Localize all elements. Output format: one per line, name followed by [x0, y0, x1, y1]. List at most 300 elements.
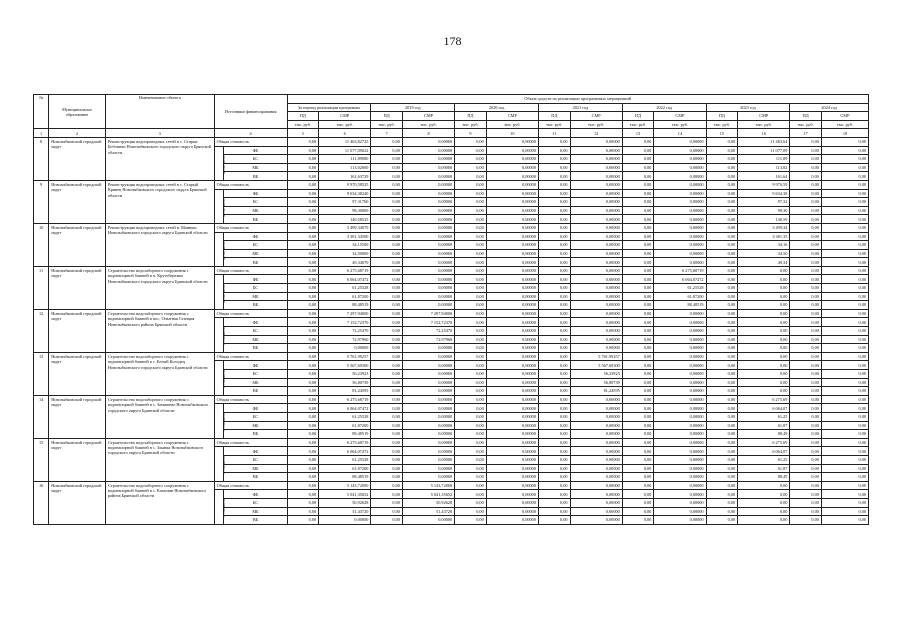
- value-cell: 0,00000: [486, 464, 538, 473]
- value-cell: 0,00: [538, 516, 570, 525]
- value-cell: 0,00: [455, 490, 487, 499]
- value-cell: 0,00: [538, 198, 570, 207]
- value-cell: 0,00: [706, 318, 738, 327]
- value-cell: 0,00000: [570, 146, 622, 155]
- value-cell: 0,00: [622, 370, 654, 379]
- header-smr: СМР: [570, 112, 622, 121]
- value-cell: 0,00000: [486, 352, 538, 361]
- column-number: 6: [319, 129, 371, 138]
- value-cell: 0,00: [538, 180, 570, 189]
- value-cell: 97,32: [738, 198, 790, 207]
- value-cell: 0,00: [287, 464, 319, 473]
- value-cell: 6 064,07: [738, 447, 790, 456]
- value-cell: 0,00: [790, 301, 822, 310]
- value-cell: 81,24595: [319, 387, 371, 396]
- value-cell: 0,00000: [486, 335, 538, 344]
- value-cell: 0,00: [622, 318, 654, 327]
- source-code: ФБ: [224, 146, 287, 155]
- value-cell: 72,25470: [319, 327, 371, 336]
- value-cell: 0,00: [790, 223, 822, 232]
- value-cell: 61,25528: [319, 412, 371, 421]
- value-cell: 0,00000: [319, 516, 371, 525]
- value-cell: 0,00: [821, 516, 868, 525]
- value-cell: 0,00: [622, 198, 654, 207]
- value-cell: 0,00: [371, 430, 403, 439]
- value-cell: 0,00: [455, 292, 487, 301]
- value-cell: 0,00: [706, 327, 738, 336]
- row-object-name: Строительство водозаборного сооружения с водонапорной башней в с. Каташин Новозыбковского района Брянской области: [105, 481, 214, 524]
- value-cell: 61,87200: [319, 292, 371, 301]
- row-total-label: Общая стоимость: [214, 266, 287, 275]
- value-cell: 0,00: [790, 163, 822, 172]
- value-cell: 0,00: [371, 232, 403, 241]
- value-cell: 0,00: [538, 412, 570, 421]
- value-cell: 0,00: [738, 481, 790, 490]
- source-code: ВБ: [224, 172, 287, 181]
- value-cell: 0,00: [371, 404, 403, 413]
- value-cell: 0,00000: [654, 172, 706, 181]
- value-cell: 0,00: [790, 361, 822, 370]
- value-cell: 0,00: [538, 301, 570, 310]
- value-cell: 0,00: [371, 481, 403, 490]
- value-cell: 0,00: [738, 318, 790, 327]
- value-cell: 0,00: [287, 249, 319, 258]
- value-cell: 0,00: [287, 447, 319, 456]
- value-cell: 0,00000: [570, 284, 622, 293]
- table-row-total: [34, 481, 869, 490]
- value-cell: 0,00000: [486, 155, 538, 164]
- value-cell: 0,00000: [486, 241, 538, 250]
- value-cell: 0,00: [790, 387, 822, 396]
- value-cell: 0,00: [790, 507, 822, 516]
- header-unit: тыс. руб.: [455, 120, 487, 129]
- value-cell: 0,00000: [402, 223, 454, 232]
- row-total-label: Общая стоимость: [214, 438, 287, 447]
- value-cell: 0,00: [538, 344, 570, 353]
- header-unit: тыс. руб.: [821, 120, 868, 129]
- value-cell: 0,00000: [402, 378, 454, 387]
- value-cell: 0,00: [622, 395, 654, 404]
- value-cell: 0,00: [821, 232, 868, 241]
- source-code: ВБ: [224, 473, 287, 482]
- value-cell: 0,00: [790, 327, 822, 336]
- value-cell: 5 143,72000: [402, 481, 454, 490]
- column-number-row: [34, 129, 869, 138]
- value-cell: 0,00: [821, 464, 868, 473]
- value-cell: 0,00000: [570, 464, 622, 473]
- value-cell: 0,00: [622, 361, 654, 370]
- value-cell: 0,00000: [570, 421, 622, 430]
- value-cell: 0,00: [371, 258, 403, 267]
- value-cell: 0,00: [455, 473, 487, 482]
- value-cell: 0,00: [371, 378, 403, 387]
- value-cell: 0,00: [790, 309, 822, 318]
- value-cell: 0,00: [622, 189, 654, 198]
- source-code: МБ: [224, 378, 287, 387]
- value-cell: 0,00: [706, 137, 738, 146]
- value-cell: 0,00: [371, 455, 403, 464]
- row-number: 11: [34, 266, 49, 309]
- value-cell: 0,00: [821, 395, 868, 404]
- value-cell: 0,00: [538, 395, 570, 404]
- value-cell: 0,00: [790, 412, 822, 421]
- value-cell: 0,00000: [402, 155, 454, 164]
- value-cell: 0,00: [622, 249, 654, 258]
- value-cell: 0,00: [706, 447, 738, 456]
- row-total-label: Общая стоимость: [214, 309, 287, 318]
- value-cell: 0,00: [371, 241, 403, 250]
- value-cell: 161,64: [738, 172, 790, 181]
- value-cell: 0,00: [706, 292, 738, 301]
- value-cell: 88,48519: [319, 430, 371, 439]
- value-cell: 0,00000: [486, 473, 538, 482]
- value-cell: 0,00: [821, 241, 868, 250]
- value-cell: 0,00: [790, 473, 822, 482]
- value-cell: 0,00: [622, 430, 654, 439]
- value-cell: 0,00000: [570, 275, 622, 284]
- value-cell: 0,00: [371, 361, 403, 370]
- value-cell: 0,00: [287, 498, 319, 507]
- value-cell: 0,00000: [402, 137, 454, 146]
- source-code: МБ: [224, 335, 287, 344]
- value-cell: 0,00000: [486, 507, 538, 516]
- value-cell: 0,00: [287, 146, 319, 155]
- incl-label-cell: [214, 361, 224, 395]
- value-cell: 0,00000: [402, 275, 454, 284]
- value-cell: 0,00: [538, 172, 570, 181]
- value-cell: 0,00: [738, 378, 790, 387]
- value-cell: 0,00: [287, 455, 319, 464]
- value-cell: 0,00: [622, 275, 654, 284]
- value-cell: 0,00000: [570, 232, 622, 241]
- value-cell: 11 463,64: [738, 137, 790, 146]
- header-pd: ПД: [790, 112, 822, 121]
- value-cell: 0,00: [790, 421, 822, 430]
- source-code: БС: [224, 455, 287, 464]
- value-cell: 0,00: [821, 370, 868, 379]
- value-cell: 56,23923: [319, 370, 371, 379]
- value-cell: 0,00: [455, 180, 487, 189]
- value-cell: 98,30: [738, 206, 790, 215]
- value-cell: 0,00000: [402, 249, 454, 258]
- value-cell: 0,00000: [654, 189, 706, 198]
- value-cell: 6 064,07: [738, 404, 790, 413]
- row-object-name: Строительство водозаборного сооружения с водонапорной башней в с. Замишево Новозыбковского городского округа Брянской области: [105, 395, 214, 438]
- value-cell: 0,00000: [486, 215, 538, 224]
- value-cell: 61,25: [738, 455, 790, 464]
- value-cell: 0,00: [287, 172, 319, 181]
- value-cell: 0,00: [706, 430, 738, 439]
- value-cell: 0,00: [455, 464, 487, 473]
- header-period: За период реализации программы: [287, 103, 371, 112]
- value-cell: 72,97960: [402, 335, 454, 344]
- column-number: 5: [287, 129, 319, 138]
- value-cell: 0,00: [455, 352, 487, 361]
- value-cell: 0,00: [287, 507, 319, 516]
- source-code: МБ: [224, 163, 287, 172]
- value-cell: 0,00000: [654, 155, 706, 164]
- value-cell: 0,00: [287, 370, 319, 379]
- value-cell: 0,00: [455, 507, 487, 516]
- header-unit: тыс. руб.: [538, 120, 570, 129]
- value-cell: 0,00: [622, 387, 654, 396]
- value-cell: 0,00: [455, 430, 487, 439]
- header-object: Наименование объекта: [105, 95, 214, 129]
- value-cell: 0,00: [455, 421, 487, 430]
- value-cell: 0,00: [821, 292, 868, 301]
- source-code: МБ: [224, 507, 287, 516]
- value-cell: 0,00: [622, 137, 654, 146]
- header-unit: тыс. руб.: [654, 120, 706, 129]
- value-cell: 0,00: [821, 309, 868, 318]
- value-cell: 9 970,59: [738, 180, 790, 189]
- row-total-label: Общая стоимость: [214, 481, 287, 490]
- funding-table: [33, 94, 869, 525]
- value-cell: 0,00: [790, 438, 822, 447]
- value-cell: 0,00000: [570, 180, 622, 189]
- value-cell: 56,80739: [570, 378, 622, 387]
- value-cell: 0,00: [706, 146, 738, 155]
- value-cell: 0,00: [821, 146, 868, 155]
- value-cell: 0,00: [821, 335, 868, 344]
- value-cell: 0,00: [371, 335, 403, 344]
- header-sources: Источники финансирования: [214, 95, 287, 129]
- value-cell: 0,00: [790, 215, 822, 224]
- incl-label-cell: [214, 146, 224, 180]
- value-cell: 0,00: [455, 378, 487, 387]
- value-cell: 0,00: [622, 473, 654, 482]
- value-cell: 0,00000: [486, 172, 538, 181]
- value-cell: 0,00: [706, 498, 738, 507]
- value-cell: 0,00000: [654, 198, 706, 207]
- value-cell: 0,00: [622, 258, 654, 267]
- value-cell: 0,00: [622, 464, 654, 473]
- header-year: 2024 год: [790, 103, 869, 112]
- value-cell: 0,00: [738, 292, 790, 301]
- value-cell: 5 567,69300: [319, 361, 371, 370]
- value-cell: 7 297,94000: [319, 309, 371, 318]
- value-cell: 0,00: [371, 464, 403, 473]
- incl-label: в том числе:: [221, 283, 226, 303]
- value-cell: 0,00: [371, 275, 403, 284]
- value-cell: 0,00000: [486, 327, 538, 336]
- value-cell: 6 064,07472: [319, 275, 371, 284]
- value-cell: 0,00: [738, 327, 790, 336]
- value-cell: 0,00: [538, 137, 570, 146]
- value-cell: 0,00: [790, 155, 822, 164]
- value-cell: 3 381,35: [738, 232, 790, 241]
- value-cell: 0,00: [455, 241, 487, 250]
- value-cell: 11 463,82725: [319, 137, 371, 146]
- value-cell: 6 064,07472: [654, 275, 706, 284]
- value-cell: 0,00: [706, 378, 738, 387]
- value-cell: 0,00: [706, 301, 738, 310]
- value-cell: 0,00: [455, 309, 487, 318]
- row-municipality: Новозыбковский городской округ: [49, 481, 106, 524]
- header-unit: тыс. руб.: [790, 120, 822, 129]
- value-cell: 0,00: [706, 223, 738, 232]
- row-total-label: Общая стоимость: [214, 223, 287, 232]
- value-cell: 0,00: [371, 180, 403, 189]
- row-total-label: Общая стоимость: [214, 352, 287, 361]
- row-object-name: Строительство водозаборного сооружения с водонапорной башней в п. Крутобережье Новозыбковского городского округа Брянской области: [105, 266, 214, 309]
- value-cell: 0,00: [371, 249, 403, 258]
- column-number: 18: [821, 129, 868, 138]
- value-cell: 0,00000: [486, 516, 538, 525]
- value-cell: 0,00: [821, 344, 868, 353]
- value-cell: 0,00000: [402, 516, 454, 525]
- value-cell: 5 567,69300: [570, 361, 622, 370]
- value-cell: 0,00000: [654, 180, 706, 189]
- value-cell: 0,00000: [402, 284, 454, 293]
- value-cell: 98,30000: [319, 206, 371, 215]
- value-cell: 0,00: [738, 275, 790, 284]
- value-cell: 0,00000: [486, 180, 538, 189]
- header-pd: ПД: [287, 112, 319, 121]
- value-cell: 0,00: [538, 155, 570, 164]
- value-cell: 0,00000: [654, 258, 706, 267]
- header-year: 2023 год: [706, 103, 790, 112]
- value-cell: 0,00000: [654, 481, 706, 490]
- value-cell: 0,00: [821, 378, 868, 387]
- value-cell: 0,00: [738, 498, 790, 507]
- value-cell: 0,00: [371, 163, 403, 172]
- value-cell: 34,16: [738, 241, 790, 250]
- header-year: 2021 год: [538, 103, 622, 112]
- value-cell: 0,00000: [654, 318, 706, 327]
- source-code: ФБ: [224, 490, 287, 499]
- value-cell: 0,00: [622, 155, 654, 164]
- value-cell: 0,00: [622, 404, 654, 413]
- value-cell: 0,00: [790, 455, 822, 464]
- value-cell: 0,00: [538, 387, 570, 396]
- value-cell: 0,00: [455, 455, 487, 464]
- value-cell: 0,00: [821, 137, 868, 146]
- value-cell: 0,00: [790, 137, 822, 146]
- value-cell: 0,00: [287, 206, 319, 215]
- value-cell: 0,00000: [402, 189, 454, 198]
- value-cell: 0,00: [790, 266, 822, 275]
- value-cell: 0,00: [455, 284, 487, 293]
- value-cell: 0,00000: [486, 344, 538, 353]
- value-cell: 0,00: [821, 327, 868, 336]
- value-cell: 0,00000: [654, 327, 706, 336]
- value-cell: 0,00000: [654, 455, 706, 464]
- value-cell: 0,00: [287, 180, 319, 189]
- value-cell: 0,00: [287, 309, 319, 318]
- value-cell: 0,00000: [319, 344, 371, 353]
- value-cell: 0,00: [455, 266, 487, 275]
- value-cell: 0,00: [455, 155, 487, 164]
- value-cell: 0,00000: [570, 335, 622, 344]
- value-cell: 0,00: [538, 249, 570, 258]
- value-cell: 0,00: [790, 335, 822, 344]
- value-cell: 6 275,69: [738, 438, 790, 447]
- value-cell: 0,00000: [654, 412, 706, 421]
- column-number: 8: [402, 129, 454, 138]
- value-cell: 56,23923: [570, 370, 622, 379]
- row-number: 14: [34, 395, 49, 438]
- value-cell: 0,00: [738, 352, 790, 361]
- value-cell: 0,00: [706, 241, 738, 250]
- value-cell: 0,00: [287, 412, 319, 421]
- value-cell: 61,25: [738, 412, 790, 421]
- value-cell: 0,00: [455, 370, 487, 379]
- value-cell: 0,00: [622, 516, 654, 525]
- header-smr: СМР: [821, 112, 868, 121]
- column-number: 3: [105, 129, 214, 138]
- value-cell: 0,00000: [486, 421, 538, 430]
- table-row-total: [34, 137, 869, 146]
- value-cell: 0,00: [821, 223, 868, 232]
- value-cell: 61,25528: [319, 284, 371, 293]
- value-cell: 0,00000: [486, 370, 538, 379]
- value-cell: 0,00: [538, 215, 570, 224]
- value-cell: 0,00000: [570, 309, 622, 318]
- value-cell: 6 064,07472: [319, 447, 371, 456]
- column-number: 4: [214, 129, 287, 138]
- row-municipality: Новозыбковский городской округ: [49, 309, 106, 352]
- value-cell: 0,00: [371, 215, 403, 224]
- value-cell: 0,00: [821, 473, 868, 482]
- value-cell: 0,00: [455, 189, 487, 198]
- value-cell: 0,00: [538, 327, 570, 336]
- value-cell: 0,00: [371, 266, 403, 275]
- value-cell: 0,00: [706, 215, 738, 224]
- value-cell: 0,00: [287, 378, 319, 387]
- value-cell: 0,00: [622, 412, 654, 421]
- value-cell: 0,00000: [402, 232, 454, 241]
- value-cell: 61,87: [738, 421, 790, 430]
- value-cell: 0,00: [821, 275, 868, 284]
- value-cell: 0,00000: [486, 318, 538, 327]
- value-cell: 0,00: [821, 301, 868, 310]
- column-number: 2: [49, 129, 106, 138]
- value-cell: 0,00: [371, 516, 403, 525]
- value-cell: 0,00: [538, 318, 570, 327]
- value-cell: 0,00000: [402, 438, 454, 447]
- value-cell: 0,00: [706, 473, 738, 482]
- value-cell: 0,00: [790, 481, 822, 490]
- incl-label: в том числе:: [221, 154, 226, 174]
- source-code: БС: [224, 370, 287, 379]
- value-cell: 0,00: [455, 498, 487, 507]
- value-cell: 0,00000: [402, 180, 454, 189]
- value-cell: 0,00: [706, 266, 738, 275]
- value-cell: 0,00: [538, 361, 570, 370]
- source-code: ВБ: [224, 516, 287, 525]
- value-cell: 0,00: [287, 481, 319, 490]
- value-cell: 0,00: [622, 335, 654, 344]
- value-cell: 0,00: [706, 481, 738, 490]
- value-cell: 111,89080: [319, 155, 371, 164]
- value-cell: 0,00: [790, 516, 822, 525]
- value-cell: 0,00000: [402, 455, 454, 464]
- value-cell: 0,00: [371, 473, 403, 482]
- value-cell: 0,00: [738, 301, 790, 310]
- value-cell: 0,00000: [570, 301, 622, 310]
- value-cell: 0,00: [622, 223, 654, 232]
- value-cell: 0,00: [455, 146, 487, 155]
- value-cell: 6 064,07472: [319, 404, 371, 413]
- value-cell: 0,00: [706, 387, 738, 396]
- row-object-name: Строительство водозаборного сооружения с водонапорной башней в с. Злынка Новозыбковского городского округа Брянской области: [105, 438, 214, 481]
- value-cell: 0,00: [538, 473, 570, 482]
- incl-label-cell: [214, 447, 224, 481]
- value-cell: 0,00: [455, 447, 487, 456]
- value-cell: 0,00: [538, 284, 570, 293]
- value-cell: 61,87200: [319, 464, 371, 473]
